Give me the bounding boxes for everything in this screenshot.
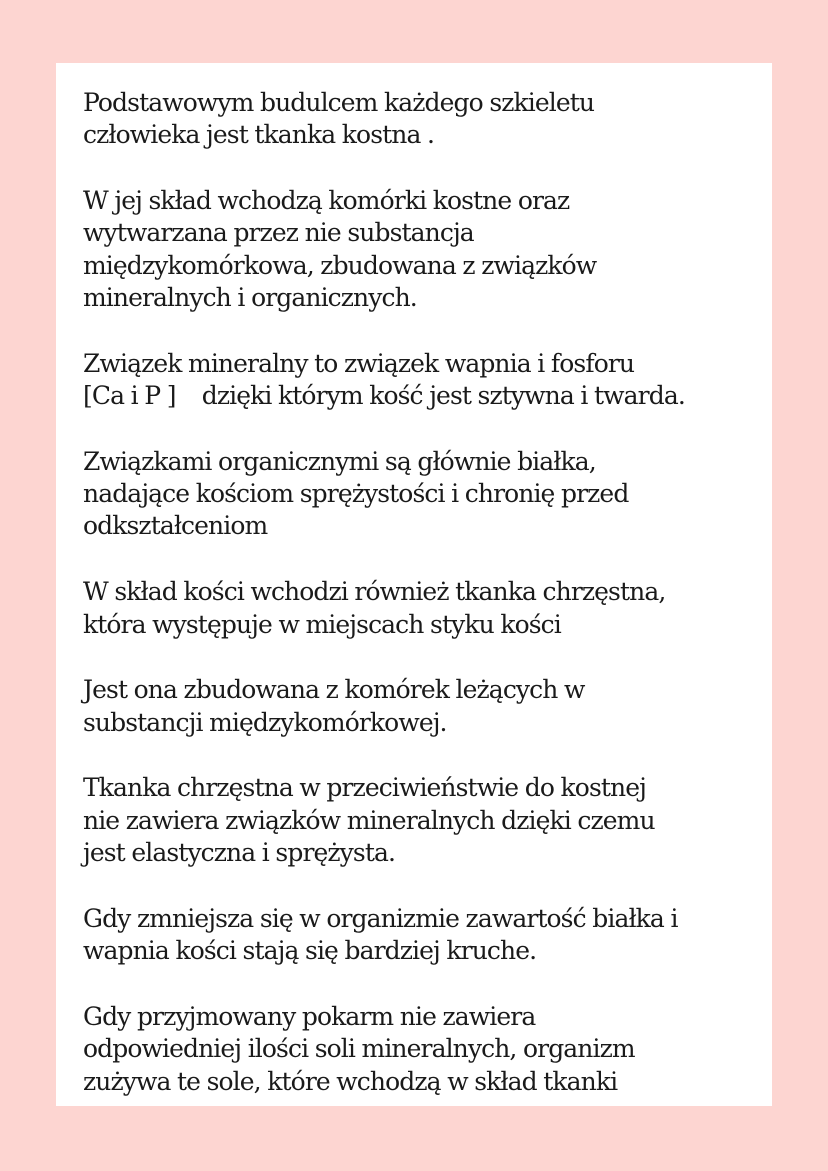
text-line: odkształceniom [83,511,268,541]
text-line: Podstawowym budulcem każdego szkieletu [83,88,595,117]
paragraph-kruchosc-kosci [83,903,762,968]
text-line: odpowiedniej ilości soli mineralnych, organizm [83,1034,635,1064]
text-line: Jest ona zbudowana z komórek leżących w [83,675,585,705]
text-line: jest elastyczna i sprężysta. [83,838,396,868]
text-line: Związkami organicznymi są głównie białka, [83,446,596,476]
text-line: Związek mineralny to związek wapnia i fosforu [83,348,635,378]
text-line: [Ca i P ] dzięki którym kość jest sztywna i twarda. [83,381,685,411]
paragraph-budowa-chrzastki [83,674,762,739]
document-sheet [56,63,772,1106]
text-line: wapnia kości stają się bardziej kruche. [83,936,537,966]
text-line: wytwarzana przez nie substancja [83,218,474,248]
text-line: zużywa te sole, które wchodzą w skład tkanki [83,1066,618,1096]
text-line: międzykomórkowa, zbudowana z związków [83,250,597,280]
paragraph-sklad-tkanki [83,185,762,314]
text-line: nadające kościom sprężystości i chronię przed [83,479,629,509]
paragraph-sole-mineralne [83,1001,762,1098]
text-line: która występuje w miejscach styku kości [83,609,561,639]
text-line: Tkanka chrzęstna w przeciwieństwie do kostnej [83,773,646,803]
text-line: człowieka jest tkanka kostna . [83,120,435,150]
paragraph-zwiazki-organiczne [83,446,762,543]
text-line: W jej skład wchodzą komórki kostne oraz [83,186,570,216]
paragraph-tkanka-chrzestna [83,576,762,641]
text-line: Gdy przyjmowany pokarm nie zawiera [83,1001,536,1031]
text-line: Gdy zmniejsza się w organizmie zawartość białka i [83,903,678,933]
text-line: mineralnych i organicznych. [83,282,417,312]
text-line: nie zawiera związków mineralnych dzięki czemu [83,805,655,835]
text-line: W skład kości wchodzi również tkanka chrzęstna, [83,577,666,607]
text-line: substancji międzykomórkowej. [83,707,447,737]
paragraph-zwiazek-mineralny [83,348,762,413]
paragraph-tkanka-kostna [83,87,762,152]
paragraph-porownanie-tkanek [83,772,762,869]
